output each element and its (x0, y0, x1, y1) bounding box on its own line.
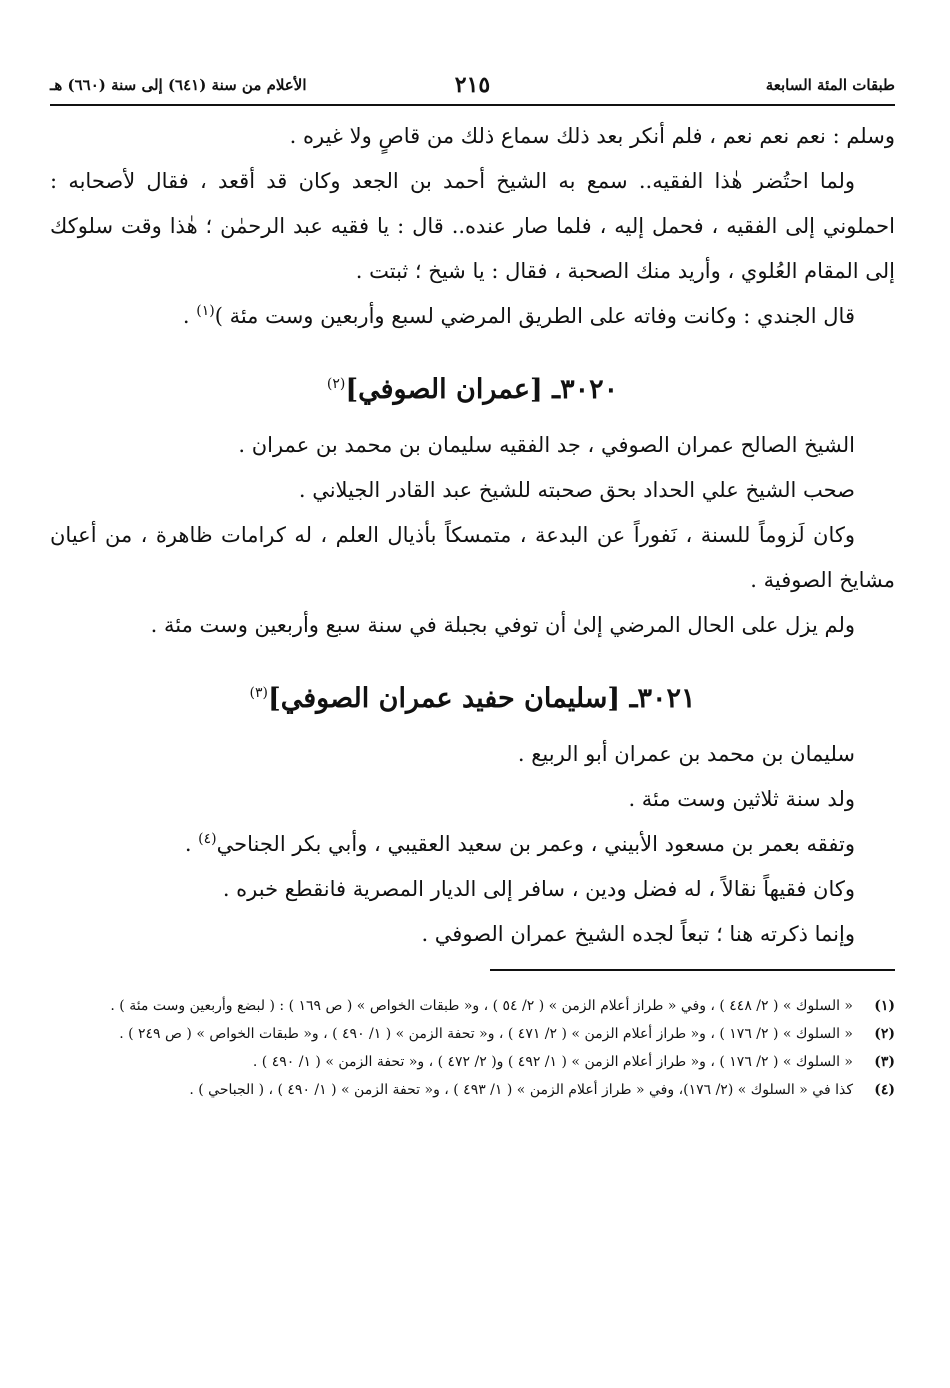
footnote (50, 1021, 895, 1047)
paragraph-tail: . (182, 304, 197, 328)
footnote-divider (490, 969, 895, 971)
footnote-ref: (١) (196, 303, 215, 319)
footnote-ref: (٣) (249, 685, 268, 701)
paragraph-text: وتفقه بعمر بن مسعود الأبيني ، وعمر بن سعيد العقيبي ، وأبي بكر الجناحي (216, 832, 855, 856)
entry-heading (50, 365, 895, 415)
paragraph: وسلم : نعم نعم نعم ، فلم أنكر بعد ذلك سماع ذلك من قاصٍ ولا غيره . (289, 124, 895, 148)
footnote-number: (٢) (874, 1026, 895, 1042)
page (50, 60, 895, 1105)
footnotes (50, 993, 895, 1103)
paragraph: صحب الشيخ علي الحداد بحق صحبته للشيخ عبد القادر الجيلاني . (298, 478, 855, 502)
paragraph (50, 294, 895, 339)
header-range: الأعلام من سنة (٦٤١) إلى سنة (٦٦٠) هـ (50, 76, 307, 94)
paragraph (50, 822, 895, 867)
footnote-text: « السلوك » ( ٢/ ٤٤٨ ) ، وفي « طراز أعلام الزمن » ( ٢/ ٥٤ ) ، و« طبقات الخواص » ( ص ١٦٩ ) : ( لبضع وأربعين وست مئة ) . (110, 998, 853, 1014)
header-section-title: طبقات المئة السابعة (765, 76, 895, 94)
footnote-text: كذا في « السلوك » (٢/ ١٧٦)، وفي « طراز أعلام الزمن » ( ١/ ٤٩٣ ) ، و« تحفة الزمن » ( ١/ ٤٩٠ ) ، ( الجباحي ) . (189, 1082, 853, 1098)
paragraph: وكان لَزوماً للسنة ، نَفوراً عن البدعة ، متمسكاً بأذيال العلم ، له كرامات ظاهرة ، من أعيان مشايخ الصوفية . (50, 523, 895, 592)
entry-title: ٣٠٢٠ـ [عمران الصوفي] (345, 374, 619, 405)
footnote (50, 993, 895, 1019)
paragraph-text: قال الجندي : وكانت وفاته على الطريق المرضي لسبع وأربعين وست مئة ) (214, 304, 855, 328)
page-number: ٢١٥ (454, 72, 491, 98)
footnote-ref: (٢) (326, 376, 346, 392)
footnote-text: « السلوك » ( ٢/ ١٧٦ ) ، و« طراز أعلام الزمن » ( ١/ ٤٩٢ ) و( ٢/ ٤٧٢ ) ، و« تحفة الزمن » ( ١/ ٤٩٠ ) . (252, 1054, 853, 1070)
footnote-number: (٤) (874, 1082, 895, 1098)
paragraph: ولد سنة ثلاثين وست مئة . (628, 787, 855, 811)
footnote (50, 1049, 895, 1075)
paragraph: ولما احتُضر هٰذا الفقيه.. سمع به الشيخ أحمد بن الجعد وكان قد أقعد ، فقال لأصحابه : احملوني إلى الفقيه ، فحمل إليه ، فلما صار عنده.. قال : يا فقيه عبد الرحمٰن ؛ هٰذا وقت سلوكك إلى المقام العُلوي ، وأريد منك الصحبة ، فقال : يا شيخ ؛ ثبتت . (50, 169, 895, 283)
entry-heading (50, 674, 895, 724)
paragraph: الشيخ الصالح عمران الصوفي ، جد الفقيه سليمان بن محمد بن عمران . (238, 433, 855, 457)
paragraph: ولم يزل على الحال المرضي إلىٰ أن توفي بجبلة في سنة سبع وأربعين وست مئة . (150, 613, 855, 637)
paragraph: سليمان بن محمد بن عمران أبو الربيع . (517, 742, 855, 766)
footnote-ref: (٤) (198, 831, 217, 847)
paragraph-tail: . (184, 832, 199, 856)
paragraph: وكان فقيهاً نقالاً ، له فضل ودين ، سافر إلى الديار المصرية فانقطع خبره . (222, 877, 855, 901)
footnote-number: (٣) (874, 1054, 895, 1070)
paragraph: وإنما ذكرته هنا ؛ تبعاً لجده الشيخ عمران الصوفي . (421, 922, 855, 946)
footnote (50, 1077, 895, 1103)
footnote-text: « السلوك » ( ٢/ ١٧٦ ) ، و« طراز أعلام الزمن » ( ٢/ ٤٧١ ) ، و« تحفة الزمن » ( ١/ ٤٩٠ ) ، و« طبقات الخواص » ( ص ٢٤٩ ) . (119, 1026, 853, 1042)
page-header (50, 60, 895, 106)
main-text (50, 114, 895, 957)
footnote-number: (١) (874, 998, 895, 1014)
entry-title: ٣٠٢١ـ [سليمان حفيد عمران الصوفي] (267, 683, 696, 714)
